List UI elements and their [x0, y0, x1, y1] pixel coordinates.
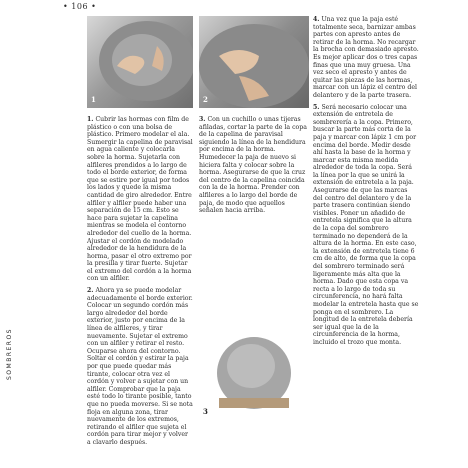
- photo-label: 1: [91, 95, 96, 104]
- text-column-2: [199, 116, 309, 324]
- hat-illustration-icon: [87, 16, 193, 108]
- photo-step-3: [199, 328, 309, 420]
- step-3: 3. Con un cuchillo o unas tijeras afiladas, cortar la parte de la copa de la capelina de paravisal siguiendo la línea de la hendidura por encima de la horma. Humedecer la paja de nuevo si hiciera falta y colocar sobre la horma. Asegurarse de que la cruz del centro de la capelina coincida con la de la horma. Prender con alfileres a lo largo del borde de paja, de modo que aquellos señalen hacia arriba.: [199, 116, 307, 215]
- photo-step-2: [199, 16, 309, 108]
- page-number: • 106 •: [63, 2, 97, 11]
- step-5: 5. Será necesario colocar una extensión de entretela de sombrerería a la copa. Primero, buscar la parte más corta de la paja y marcar con lápiz 1 cm por encima del borde. Medir desde ahí hasta la base de la horma y marcar esta misma medida alrededor de toda la copa. Será la línea por la que se unirá la extensión de entretela a la paja. Asegurarse de que las marcas del centro del delantero y de la parte trasera continúan siendo visibles. Poner un añadido de entretela significa que la altura de la copa del sombrero terminado no dependerá de la altura de la horma. En este caso, la extensión de entretela tiene 6 cm de alto, de forma que la copa del sombrero terminado será ligeramente más alta que la horma. Dado que esta copa va recta a lo largo de toda su circunferencia, no hará falta modelar la entretela hasta que se ponga en el sombrero. La longitud de la entretela debería ser igual que la de la circunferencia de la horma, incluido el trozo que monta.: [313, 103, 419, 346]
- hat-illustration-icon: [199, 328, 309, 420]
- hat-illustration-icon: [199, 16, 309, 108]
- step-4: 4. Una vez que la paja esté totalmente seca, barnizar ambas partes con apresto antes de retirar de la horma. No recargar la brocha con demasiado apresto. Es mejor aplicar dos o tres capas finas que una muy gruesa. Una vez seco el apresto y antes de quitar las piezas de las hormas, marcar con un lápiz el centro del delantero y de la parte trasera.: [313, 16, 419, 99]
- text-column-3: [313, 16, 419, 351]
- step-1: 1. Cubrir las hormas con film de plástico o con una bolsa de plástico. Primero modelar el ala. Sumergir la capelina de paravisal en agua caliente y colocarla sobre la horma. Sujetarla con alfileres prendidos a lo largo de todo el borde exterior, de forma que se estire por igual por todos los lados y quede la misma cantidad de giro alrededor. Entre alfiler y alfiler puede haber una separación de 15 cm. Esto se hace para sujetar la capelina mientras se modela el contorno alrededor del cuello de la horma. Ajustar el cordón de modelado alrededor de la hendidura de la horma, pasar el otro extremo por la presilla y tirar fuerte. Sujetar el extremo del cordón a la horma con un alfiler.: [87, 116, 193, 283]
- photo-label: 3: [203, 407, 208, 416]
- section-label: SOMBREROS: [6, 328, 13, 380]
- text-column-1: [87, 116, 193, 451]
- photo-step-1: [87, 16, 193, 108]
- photo-label: 2: [203, 95, 208, 104]
- step-2: 2. Ahora ya se puede modelar adecuadamente el borde exterior. Colocar un segundo cordón más largo alrededor del borde exterior, justo por encima de la línea de alfileres, y tirar nuevamente. Sujetar el extremo con un alfiler y retirar el resto. Ocuparse ahora del contorno. Soltar el cordón y estirar la paja por que puede quedar más tirante, colocar otra vez el cordón y volver a sujetar con un alfiler. Comprobar que la paja esté todo lo tirante posible, tanto que no pueda moverse. Si se nota floja en alguna zona, tirar nuevamente de los extremos, retirando el alfiler que sujeta el cordón para tirar mejor y volver a clavarlo después.: [87, 287, 193, 446]
